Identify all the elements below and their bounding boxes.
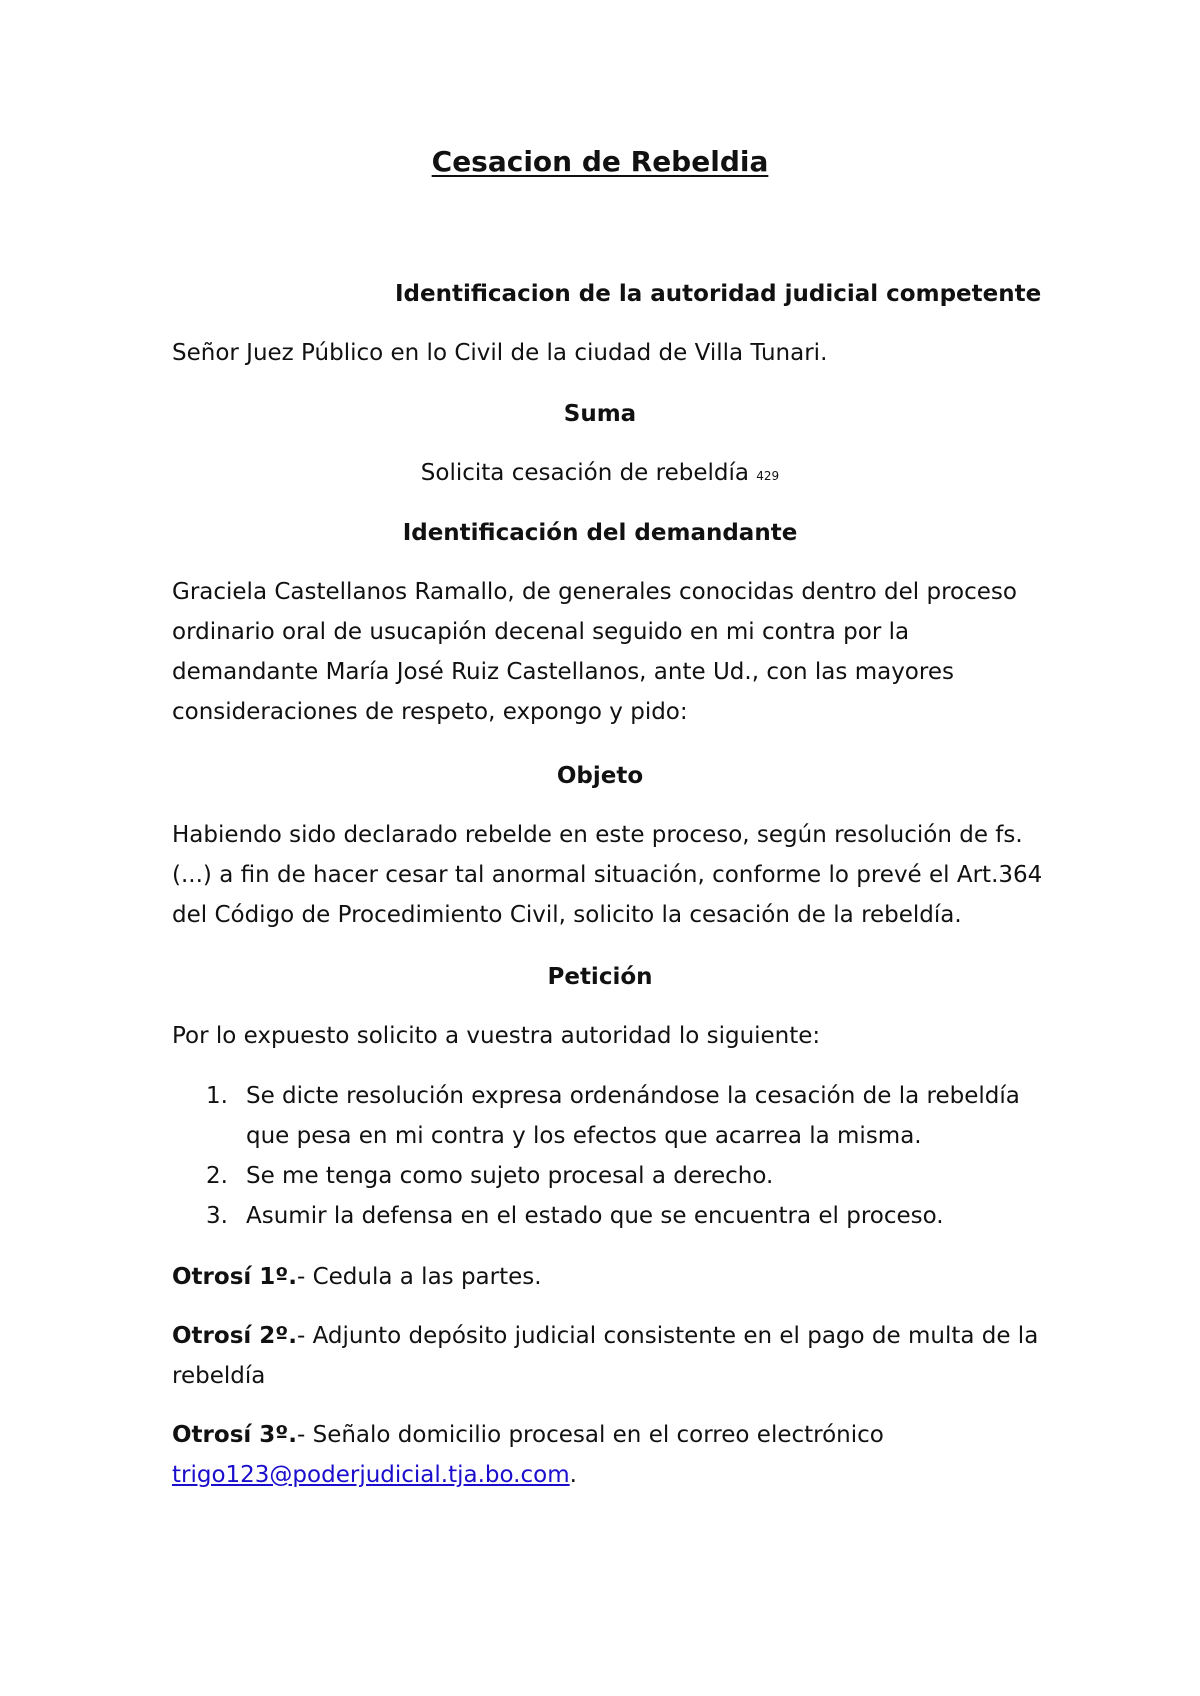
otrosi-text: - Señalo domicilio procesal en el correo electrónico — [296, 1422, 884, 1448]
otrosi-2 — [172, 1316, 1038, 1396]
list-item-number: 3. — [206, 1203, 228, 1229]
suma-text-line — [0, 453, 1200, 496]
list-item — [172, 1076, 1020, 1156]
paragraph-line: ordinario oral de usucapión decenal seguido en mi contra por la — [172, 619, 910, 645]
list-item-line: Asumir la defensa en el estado que se encuentra el proceso. — [246, 1203, 944, 1229]
email-link[interactable]: trigo123@poderjudicial.tja.bo.com — [172, 1462, 570, 1488]
suma-heading: Suma — [563, 401, 637, 427]
list-item-line: Se me tenga como sujeto procesal a derecho. — [246, 1163, 774, 1189]
otrosi-label: Otrosí 2º. — [172, 1323, 297, 1349]
list-item-number: 1. — [206, 1083, 228, 1109]
paragraph-line: consideraciones de respeto, expongo y pido: — [172, 699, 688, 725]
list-item — [172, 1156, 1020, 1196]
otrosi-text: - Cedula a las partes. — [296, 1264, 542, 1290]
email-trailing-period: . — [569, 1462, 577, 1488]
list-item-line: Se dicte resolución expresa ordenándose la cesación de la rebeldía — [246, 1083, 1020, 1109]
addressee-line: Señor Juez Público en lo Civil de la ciudad de Villa Tunari. — [172, 340, 828, 366]
object-heading: Objeto — [556, 763, 644, 789]
document-title: Cesacion de Rebeldia — [431, 145, 769, 178]
list-item-line: que pesa en mi contra y los efectos que acarrea la misma. — [246, 1123, 922, 1149]
otrosi-text-continued: rebeldía — [172, 1363, 266, 1389]
paragraph-line: (...) a fin de hacer cesar tal anormal situación, conforme lo prevé el Art.364 — [172, 862, 1043, 888]
object-paragraph — [172, 815, 1042, 935]
suma-text: Solicita cesación de rebeldía — [420, 460, 749, 486]
paragraph-line: demandante María José Ruiz Castellanos, ante Ud., con las mayores — [172, 659, 954, 685]
authority-heading: Identificacion de la autoridad judicial competente — [395, 281, 1042, 307]
petition-intro: Por lo expuesto solicito a vuestra autoridad lo siguiente: — [172, 1023, 821, 1049]
otrosi-3 — [172, 1415, 884, 1495]
list-item — [172, 1196, 1020, 1236]
paragraph-line: Habiendo sido declarado rebelde en este proceso, según resolución de fs. — [172, 822, 1023, 848]
otrosi-label: Otrosí 1º. — [172, 1264, 297, 1290]
paragraph-line: del Código de Procedimiento Civil, solicito la cesación de la rebeldía. — [172, 902, 962, 928]
petition-heading: Petición — [547, 964, 653, 990]
otrosi-label: Otrosí 3º. — [172, 1422, 297, 1448]
plaintiff-heading: Identificación del demandante — [402, 520, 798, 546]
suma-reference: 429 — [756, 469, 780, 483]
plaintiff-paragraph — [172, 572, 1017, 732]
paragraph-line: Graciela Castellanos Ramallo, de generales conocidas dentro del proceso — [172, 579, 1017, 605]
list-item-number: 2. — [206, 1163, 228, 1189]
otrosi-1 — [172, 1257, 542, 1297]
petition-list — [172, 1076, 1020, 1236]
otrosi-text: - Adjunto depósito judicial consistente en el pago de multa de la — [296, 1323, 1039, 1349]
